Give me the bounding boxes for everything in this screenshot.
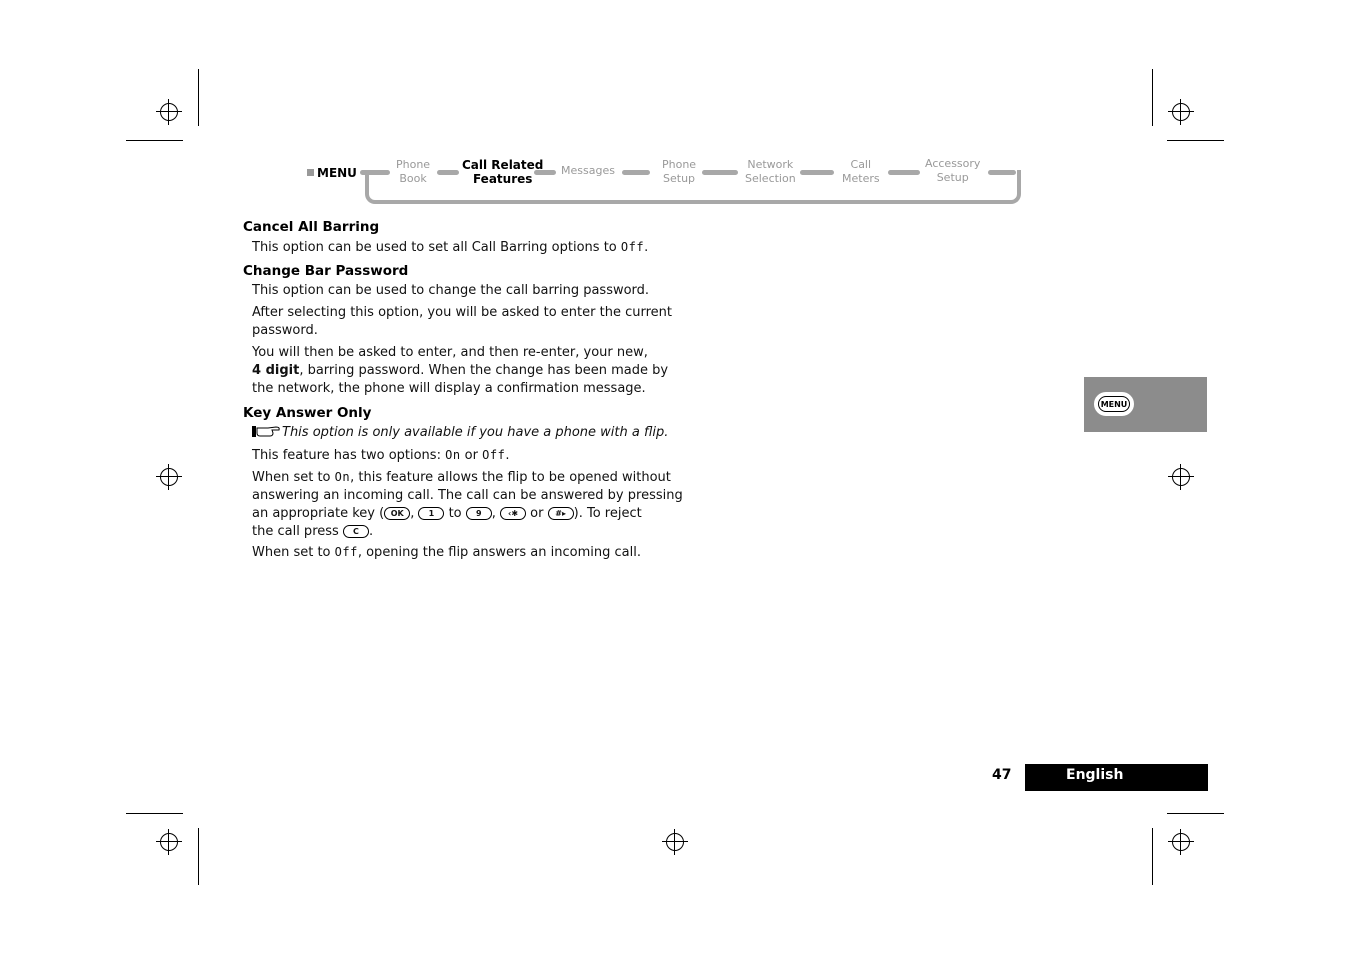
paragraph-key-answer-on: When set to On, this feature allows the flip to be opened without answering an incoming call. The call can be answered by pressing an appropriate key ( OK , 1 to 9 , ‹✱ or #▸ ). To reject the call press C . <box>252 470 683 539</box>
nav-item-phone-setup[interactable]: Phone Setup <box>662 158 697 185</box>
registration-mark-bottom-right <box>1168 829 1194 855</box>
language-label: English <box>1066 767 1124 783</box>
paragraph-cancel-all-barring: This option can be used to set all Call Barring options to Off. <box>252 240 649 255</box>
side-section-tab <box>1084 377 1207 432</box>
nav-connector <box>437 170 459 175</box>
ok-key-icon: OK <box>384 507 410 520</box>
nav-item-call-related-features[interactable]: Call Related Features <box>462 158 544 186</box>
crop-line <box>126 140 183 141</box>
nav-connector <box>702 170 738 175</box>
paragraph-key-answer-off: When set to Off, opening the flip answers an incoming call. <box>252 545 641 560</box>
nav-connector <box>888 170 920 175</box>
paragraph-change-password-1: This option can be used to change the call barring password. <box>252 283 650 298</box>
page-number: 47 <box>992 767 1012 783</box>
registration-mark-bottom-center <box>662 829 688 855</box>
crop-line <box>198 828 199 885</box>
nav-connector <box>360 170 390 175</box>
nav-item-phone-book[interactable]: Phone Book <box>396 158 431 185</box>
hash-key-icon: #▸ <box>548 507 574 520</box>
menu-button-icon: MENU <box>1094 392 1134 416</box>
nav-menu-label: MENU <box>307 166 357 180</box>
nav-item-call-meters[interactable]: Call Meters <box>842 158 880 185</box>
registration-mark-bottom-left <box>156 829 182 855</box>
crop-line <box>1152 828 1153 885</box>
paragraph-key-answer-options: This feature has two options: On or Off. <box>252 448 510 463</box>
pointing-hand-note-icon <box>252 424 282 438</box>
crop-line <box>1152 69 1153 126</box>
note-flip-only: This option is only available if you have a phone with a flip. <box>252 424 668 442</box>
heading-key-answer-only: Key Answer Only <box>243 405 372 421</box>
paragraph-change-password-3: You will then be asked to enter, and then re-enter, your new, 4 digit, barring password. When the change has been made by the network, the phone will display a confirmation message. <box>252 345 669 396</box>
crop-line <box>1167 140 1224 141</box>
crop-line <box>198 69 199 126</box>
star-key-icon: ‹✱ <box>500 507 526 520</box>
nav-item-accessory-setup[interactable]: Accessory Setup <box>925 157 981 184</box>
heading-change-bar-password: Change Bar Password <box>243 263 409 279</box>
registration-mark-top-left <box>156 99 182 125</box>
paragraph-change-password-2: After selecting this option, you will be asked to enter the current password. <box>252 305 672 338</box>
crop-line <box>1167 813 1224 814</box>
nav-item-messages[interactable]: Messages <box>561 164 615 177</box>
one-key-icon: 1 <box>418 507 444 520</box>
c-key-icon: C <box>343 525 369 538</box>
heading-cancel-all-barring: Cancel All Barring <box>243 219 380 235</box>
crop-line <box>126 813 183 814</box>
nine-key-icon: 9 <box>466 507 492 520</box>
square-icon <box>307 169 314 176</box>
nav-connector <box>622 170 650 175</box>
language-bar <box>1025 764 1208 791</box>
registration-mark-top-right <box>1168 99 1194 125</box>
nav-connector <box>800 170 834 175</box>
nav-item-network-selection[interactable]: Network Selection <box>745 158 796 185</box>
registration-mark-mid-left <box>156 464 182 490</box>
nav-connector <box>988 170 1016 175</box>
registration-mark-mid-right <box>1168 464 1194 490</box>
